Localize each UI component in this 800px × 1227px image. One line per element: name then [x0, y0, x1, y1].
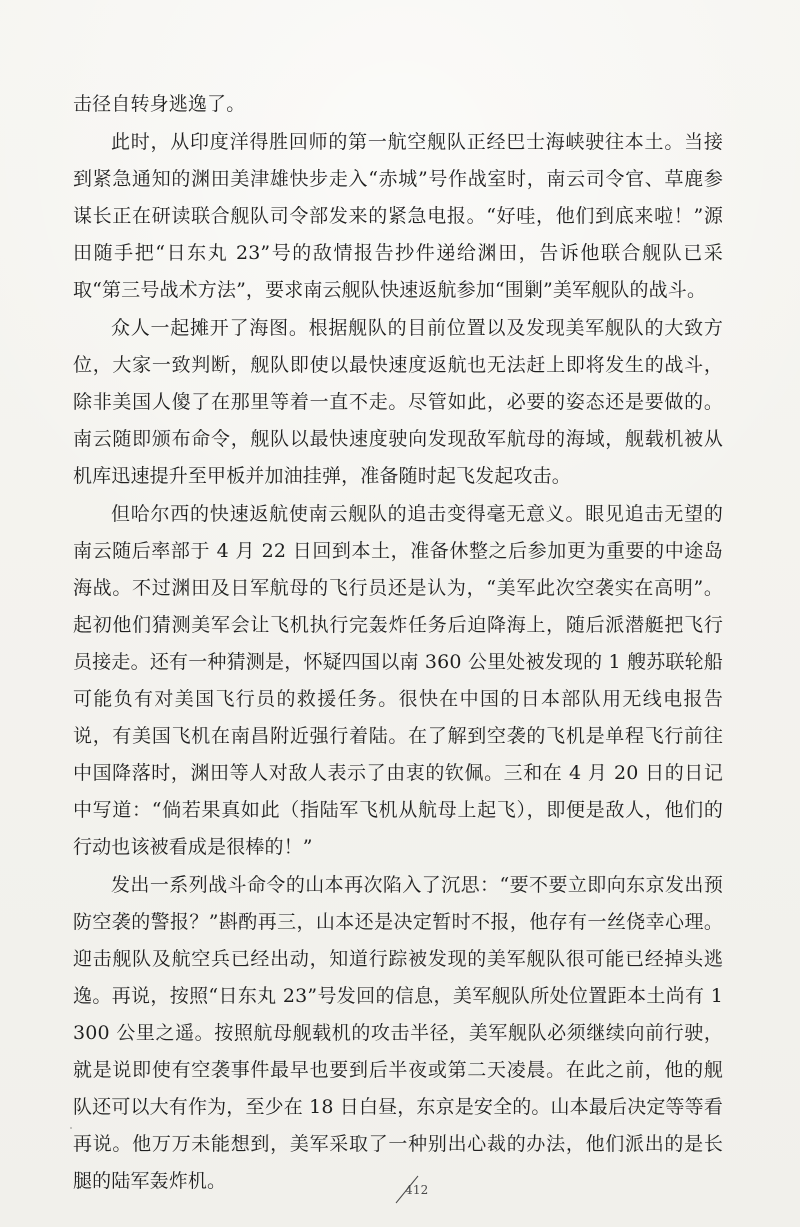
scan-speck — [70, 1127, 72, 1129]
paragraph-4: 但哈尔西的快速返航使南云舰队的追击变得毫无意义。眼见追击无望的南云随后率部于 4 月 22 日回到本土，准备休整之后参加更为重要的中途岛海战。不过渊田及日军航母的飞行员还是认为，“美军此次空袭实在高明”。起初他们猜测美军会让飞机执行完轰炸任务后迫降海上，随后派潜艇把飞行员接走。还有一种猜测是，怀疑四国以南 360 公里处被发现的 1 艘苏联轮船可能负有对美国飞行员的救援任务。很快在中国的日本部队用无线电报告说，有美国飞机在南昌附近强行着陆。在了解到空袭的飞机是单程飞行前往中国降落时，渊田等人对敌人表示了由衷的钦佩。三和在 4 月 20 日的日记中写道：“倘若果真如此（指陆军飞机从航母上起飞），即便是敌人，他们的行动也该被看成是很棒的！” — [73, 503, 723, 858]
scan-speck — [666, 1104, 668, 1106]
article-body — [73, 86, 723, 1201]
paragraph-5: 发出一系列战斗命令的山本再次陷入了沉思：“要不要立即向东京发出预防空袭的警报？”斟酌再三，山本还是决定暂时不报，他存有一丝侥幸心理。迎击舰队及航空兵已经出动，知道行踪被发现的美军舰队很可能已经掉头逃逸。再说，按照“日东丸 23”号发回的信息，美军舰队所处位置距本土尚有 1300 公里之遥。按照航母舰载机的攻击半径，美军舰队必须继续向前行驶，就是说即使有空袭事件最早也要到后半夜或第二天凌晨。在此之前，他的舰队还可以大有作为，至少在 18 日白昼，东京是安全的。山本最后决定等等看再说。他万万未能想到，美军采取了一种别出心裁的办法，他们派出的是长腿的陆军轰炸机。 — [73, 874, 723, 1192]
paragraph-3: 众人一起摊开了海图。根据舰队的目前位置以及发现美军舰队的大致方位，大家一致判断，舰队即使以最快速度返航也无法赶上即将发生的战斗，除非美国人傻了在那里等着一直不走。尽管如此，必要的姿态还是要做的。南云随即颁布命令，舰队以最快速度驶向发现敌军航母的海域，舰载机被从机库迅速提升至甲板并加油挂弹，准备随时起飞发起攻击。 — [73, 317, 723, 487]
paragraph-2: 此时，从印度洋得胜回师的第一航空舰队正经巴士海峡驶往本土。当接到紧急通知的渊田美津雄快步走入“赤城”号作战室时，南云司令官、草鹿参谋长正在研读联合舰队司令部发来的紧急电报。“好哇，他们到底来啦！”源田随手把“日东丸 23”号的敌情报告抄件递给渊田，告诉他联合舰队已采取“第三号战术方法”，要求南云舰队快速返航参加“围剿”美军舰队的战斗。 — [73, 131, 723, 301]
paragraph-1: 击径自转身逃逸了。 — [73, 93, 246, 115]
page-number: 412 — [405, 1183, 429, 1197]
